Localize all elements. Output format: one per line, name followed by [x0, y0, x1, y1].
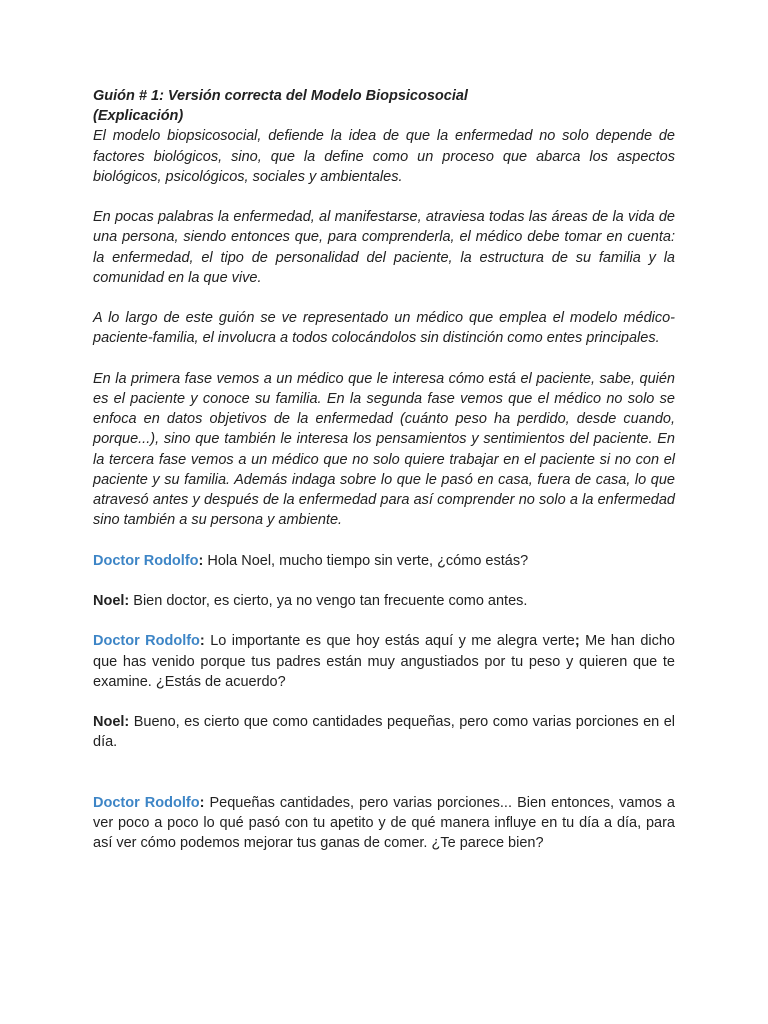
dialogue-text: Me han dicho que has venido porque tus padres están muy angustiados por tu peso y quieren que te examine. ¿Estás de acuerdo?	[93, 633, 675, 690]
dialogue-text: Hola Noel, mucho tiempo sin verte, ¿cómo estás?	[203, 552, 529, 569]
dialogue-text: Pequeñas cantidades, pero varias porciones... Bien entonces, vamos a ver poco a poco lo qué pasó con tu apetito y de qué manera influye en tu día a día, para así ver cómo podemos mejorar tus ganas de comer. ¿Te parece bien?	[93, 794, 675, 852]
dialogue-line-5	[93, 793, 675, 854]
dialogue-line-1	[93, 551, 675, 571]
speaker-colon: :	[198, 552, 204, 569]
speaker-name: Doctor Rodolfo	[93, 552, 199, 569]
intro-paragraph-1: El modelo biopsicosocial, defiende la idea de que la enfermedad no solo depende de factores biológicos, sino, que la define como un proceso que abarca los aspectos biológicos, psicológicos, sociales y ambientales.	[93, 128, 675, 185]
speaker-colon: :	[199, 794, 205, 811]
dialogue-text: Bueno, es cierto que como cantidades pequeñas, pero como varias porciones en el día.	[93, 714, 675, 751]
intro-paragraph-3: A lo largo de este guión se ve representado un médico que emplea el modelo médico-paciente-familia, el involucra a todos colocándolos sin distinción como entes principales.	[93, 310, 675, 347]
dialogue-text: Bien doctor, es cierto, ya no vengo tan frecuente como antes.	[129, 593, 528, 609]
speaker-name: Noel:	[93, 593, 130, 609]
document-subtitle: (Explicación)	[93, 108, 184, 125]
document-page	[93, 86, 675, 874]
intro-paragraph-2: En pocas palabras la enfermedad, al manifestarse, atraviesa todas las áreas de la vida de una persona, siendo entonces que, para comprenderla, el médico debe tomar en cuenta: la enfermedad, el tipo de personalidad del paciente, la estructura de su familia y la comunidad en la que vive.	[93, 209, 675, 286]
speaker-name: Doctor Rodolfo	[93, 633, 200, 650]
speaker-name: Noel:	[93, 714, 130, 731]
speaker-colon: :	[199, 633, 205, 650]
dialogue-line-2	[93, 591, 675, 611]
speaker-name: Doctor Rodolfo	[93, 794, 200, 811]
dialogue-line-4	[93, 712, 675, 752]
dialogue-line-3	[93, 631, 675, 692]
semicolon: ;	[574, 633, 580, 650]
document-title: Guión # 1: Versión correcta del Modelo Biopsicosocial	[93, 88, 468, 104]
intro-paragraph-4: En la primera fase vemos a un médico que le interesa cómo está el paciente, sabe, quién es el paciente y conoce su familia. En la segunda fase vemos que el médico no solo se enfoca en datos objetivos de la enfermedad (cuánto peso ha perdido, desde cuando, porque...), sino que también le interesa los pensamientos y sentimientos del paciente. En la tercera fase vemos a un médico que no solo quiere trabajar en el paciente si no con el paciente y su familia. Además indaga sobre lo que le pasó en casa, fuera de casa, lo que atravesó antes y después de la enfermedad para así comprender no solo a la enfermedad sino también a su persona y ambiente.	[93, 370, 675, 529]
dialogue-text: Lo importante es que hoy estás aquí y me alegra verte	[204, 633, 575, 650]
